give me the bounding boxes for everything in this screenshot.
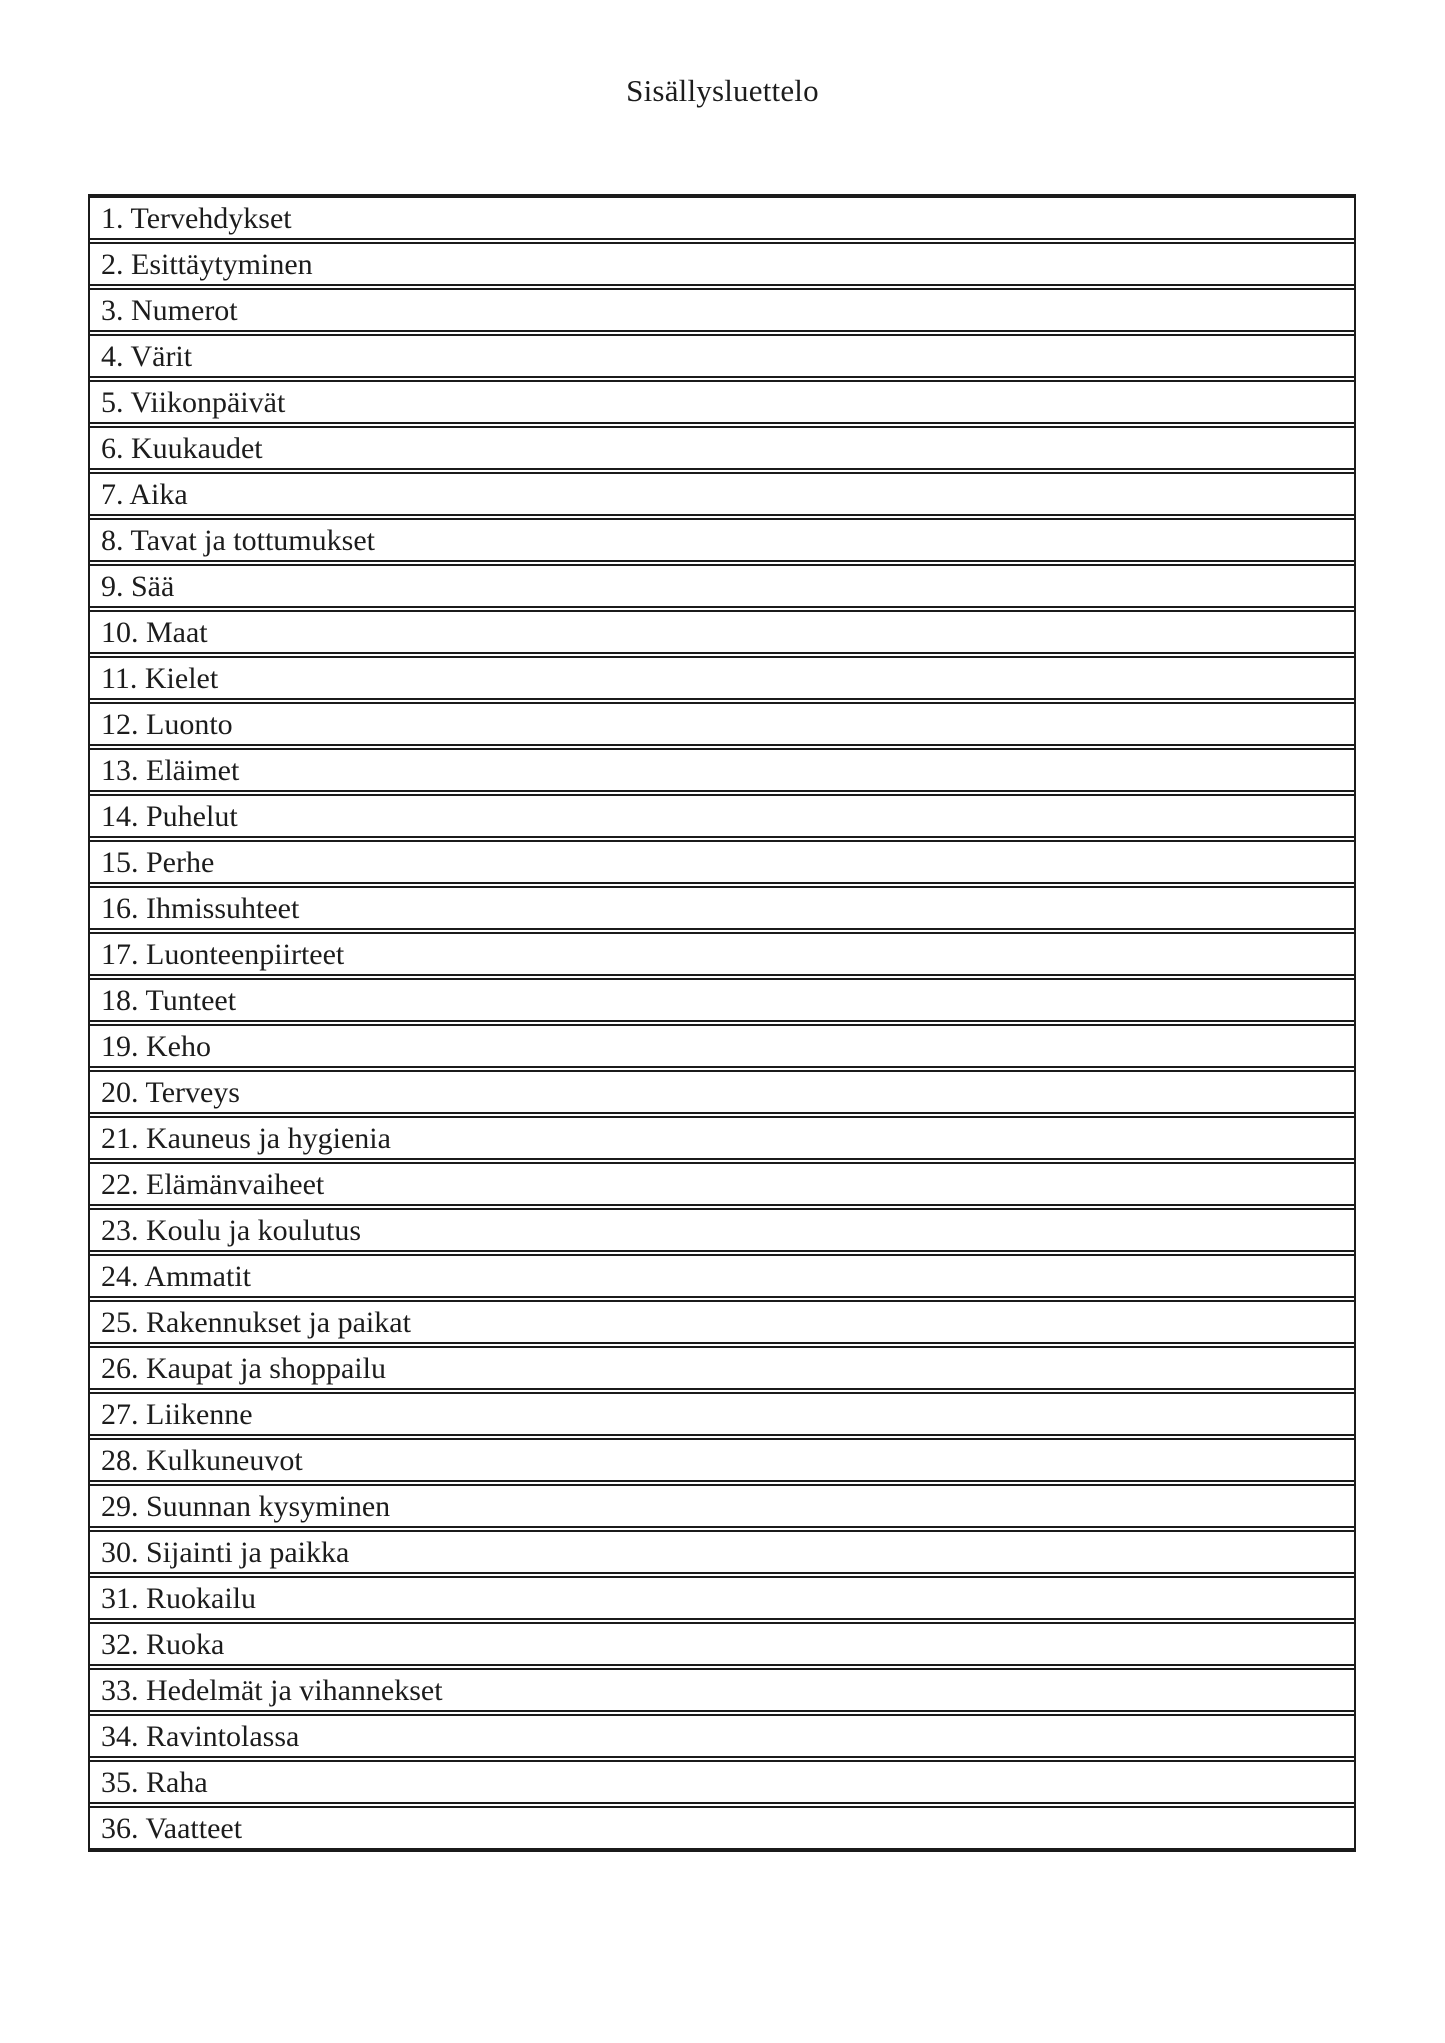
toc-row <box>90 472 1354 516</box>
toc-row-text: 30. Sijainti ja paikka <box>101 1536 350 1569</box>
toc-row <box>90 932 1354 976</box>
toc-row <box>90 1116 1354 1160</box>
toc-row <box>90 748 1354 792</box>
toc-row-text: 9. Sää <box>101 570 175 603</box>
toc-row <box>90 1714 1354 1758</box>
toc-row <box>90 1484 1354 1528</box>
toc-row-text: 29. Suunnan kysyminen <box>101 1490 391 1523</box>
toc-table <box>88 194 1356 1852</box>
toc-row-text: 35. Raha <box>101 1766 208 1799</box>
toc-row <box>90 840 1354 884</box>
toc-row-text: 23. Koulu ja koulutus <box>101 1214 361 1247</box>
toc-row-text: 19. Keho <box>101 1030 211 1063</box>
toc-row-text: 8. Tavat ja tottumukset <box>101 524 375 557</box>
toc-row <box>90 1346 1354 1390</box>
toc-row-text: 6. Kuukaudet <box>101 432 263 465</box>
toc-row <box>90 1254 1354 1298</box>
toc-row <box>90 334 1354 378</box>
toc-row <box>90 242 1354 286</box>
toc-row <box>90 794 1354 838</box>
toc-row-text: 5. Viikonpäivät <box>101 386 286 419</box>
toc-row-text: 28. Kulkuneuvot <box>101 1444 303 1477</box>
toc-row <box>90 426 1354 470</box>
toc-row <box>90 288 1354 332</box>
page-title: Sisällysluettelo <box>626 73 819 108</box>
toc-row-text: 2. Esittäytyminen <box>101 248 313 281</box>
toc-row-text: 11. Kielet <box>101 662 219 695</box>
toc-row <box>90 702 1354 746</box>
toc-row <box>90 1530 1354 1574</box>
toc-row-text: 15. Perhe <box>101 846 215 879</box>
toc-row-text: 12. Luonto <box>101 708 233 741</box>
toc-row <box>90 380 1354 424</box>
toc-row <box>90 1576 1354 1620</box>
toc-row <box>90 1806 1354 1850</box>
toc-row <box>90 1760 1354 1804</box>
toc-row <box>90 978 1354 1022</box>
toc-row-text: 16. Ihmissuhteet <box>101 892 300 925</box>
toc-row <box>90 656 1354 700</box>
toc-row-text: 17. Luonteenpiirteet <box>101 938 345 971</box>
toc-row-text: 1. Tervehdykset <box>101 202 292 235</box>
toc-row-text: 34. Ravintolassa <box>101 1720 300 1753</box>
toc-row-text: 31. Ruokailu <box>101 1582 256 1615</box>
toc-row-text: 27. Liikenne <box>101 1398 253 1431</box>
toc-row-text: 26. Kaupat ja shoppailu <box>101 1352 386 1385</box>
toc-row <box>90 196 1354 240</box>
toc-row-text: 7. Aika <box>101 478 188 511</box>
toc-row <box>90 1438 1354 1482</box>
toc-row-text: 20. Terveys <box>101 1076 240 1109</box>
toc-row-text: 36. Vaatteet <box>101 1812 243 1845</box>
toc-row <box>90 1622 1354 1666</box>
toc-row <box>90 1024 1354 1068</box>
toc-row-text: 10. Maat <box>101 616 208 649</box>
toc-row-text: 4. Värit <box>101 340 193 373</box>
toc-row <box>90 518 1354 562</box>
toc-row <box>90 1392 1354 1436</box>
toc-row-text: 22. Elämänvaiheet <box>101 1168 325 1201</box>
toc-row <box>90 610 1354 654</box>
toc-row <box>90 1668 1354 1712</box>
toc-row-text: 14. Puhelut <box>101 800 238 833</box>
toc-row-text: 32. Ruoka <box>101 1628 225 1661</box>
toc-row <box>90 1208 1354 1252</box>
toc-row-text: 13. Eläimet <box>101 754 240 787</box>
toc-row-text: 21. Kauneus ja hygienia <box>101 1122 391 1155</box>
toc-row-text: 33. Hedelmät ja vihannekset <box>101 1674 443 1707</box>
toc-row <box>90 1070 1354 1114</box>
toc-row-text: 25. Rakennukset ja paikat <box>101 1306 411 1339</box>
toc-row-text: 24. Ammatit <box>101 1260 251 1293</box>
toc-row-text: 3. Numerot <box>101 294 238 327</box>
toc-row <box>90 886 1354 930</box>
toc-row <box>90 1162 1354 1206</box>
toc-row <box>90 1300 1354 1344</box>
toc-row-text: 18. Tunteet <box>101 984 237 1017</box>
toc-row <box>90 564 1354 608</box>
